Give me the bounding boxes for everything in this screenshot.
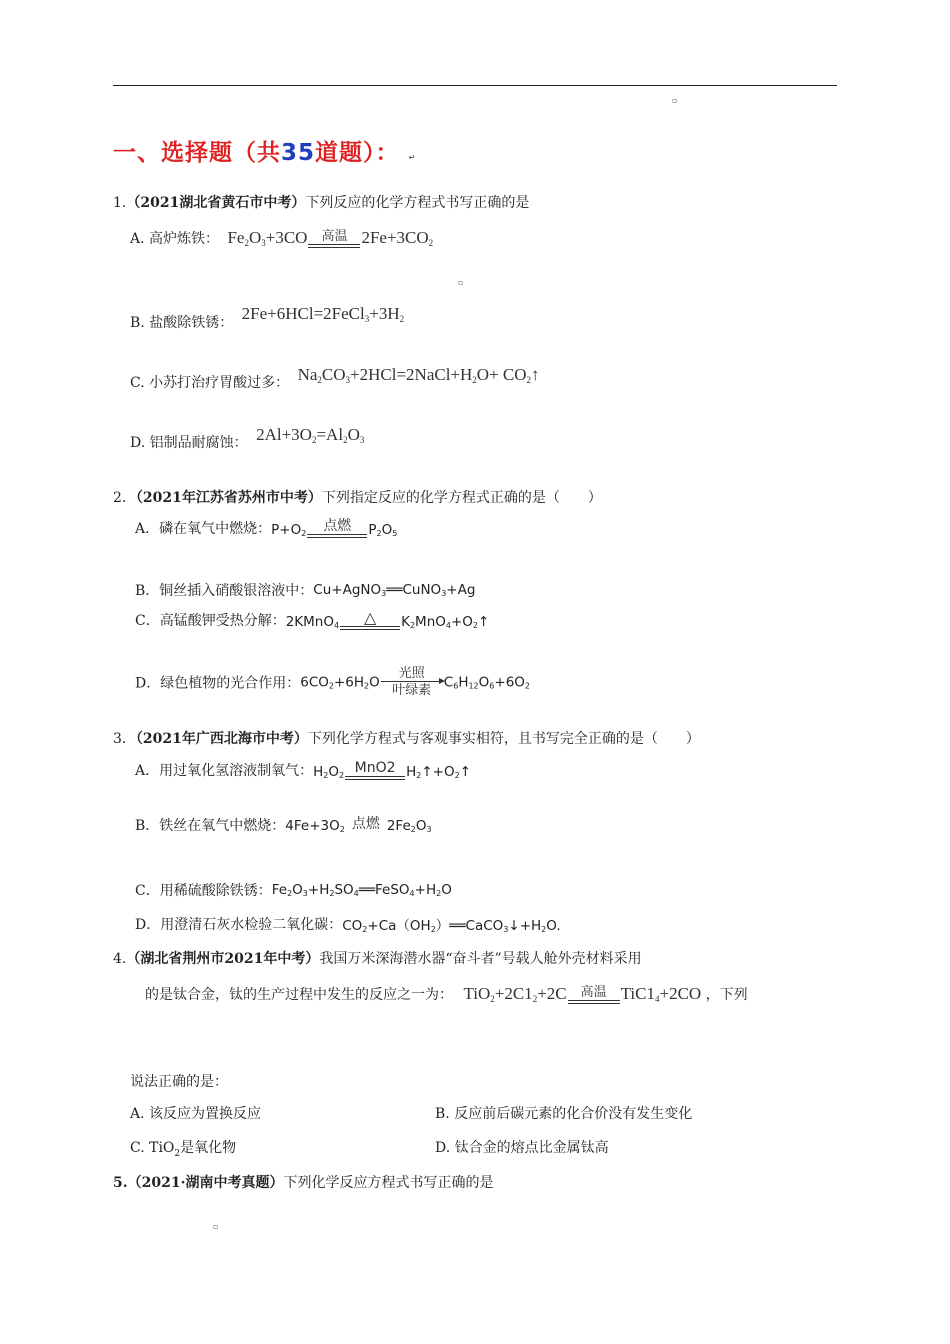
equation: $H_2O_2$ MnO2 $H_2↑+O_2↑$ bbox=[313, 759, 472, 780]
q1-option-c[interactable]: C. 小苏打治疗胃酸过多： $Na_2CO_3+2HCl=2NaCl+H_2O+$ $CO_2↑$ bbox=[130, 365, 540, 391]
paragraph-mark: ▫ bbox=[672, 96, 678, 105]
reaction-arrow bbox=[381, 681, 443, 682]
question-count: 35 bbox=[281, 140, 316, 166]
equation: $TiO_2+2C1_2+2C$ 高温 $TiC1_4+2CO$ bbox=[463, 984, 702, 1004]
q2-option-c[interactable]: C．高锰酸钾受热分解：2KMnO$_4$ △ $K_2MnO_4+O_2↑$ bbox=[135, 607, 490, 630]
header-rule bbox=[113, 85, 837, 86]
q4-option-c[interactable]: C. TiO$_2$是氧化物 bbox=[130, 1140, 237, 1159]
question-2: 2．（2021年江苏省苏州市中考）下列指定反应的化学方程式正确的是（ ） bbox=[113, 490, 602, 506]
question-source: （2021年江苏省苏州市中考） bbox=[135, 490, 322, 506]
question-source: （湖北省荆州市2021年中考） bbox=[126, 951, 320, 967]
q2-option-a[interactable]: A．磷在氧气中燃烧：$P+O_2$ 点燃 $P_2O_5$ bbox=[135, 517, 398, 538]
question-source: （2021·湖南中考真题） bbox=[127, 1175, 284, 1191]
document-page: ▫ 一、选择题（共35道题）： ↵ 1.（2021湖北省黄石市中考）下列反应的化学方程式书写正确的是 A. 高炉炼铁： $Fe_2O_3+3CO$ 高温 $2Fe+3CO_2$ ▫ B. 盐酸除铁锈： $2Fe+6HCl=2FeCl_3+3H_2$ C. 小苏打治疗胃酸过多： $Na_2CO_3+2HCl=2NaCl+H_2O+$ $CO_2↑$ D. 铝制品耐腐蚀： $2Al+3O_2=Al_2O_3$ 2．（2021年江苏省苏州市中考）下列指定反应的化学方程式正确的是（ ） A．磷在氧气中燃烧：$P+O_2$ 点燃 $P_2O_5$ B．铜丝插入硝酸银溶液中：Cu+AgNO$_3$══CuNO$_3$+Ag C．高锰酸钾受热分解：2KMnO$_4$ △ $K_2MnO_4+O_2↑$ D．绿色植物的光合作用：$6CO_2+6H_2O$ 光照 叶绿素 $C_6H_{12}O_6+6O_2$ 3．（2021年广西北海市中考）下列化学方程式与客观事实相符，且书写完全正确的是（ ） A．用过氧化氢溶液制氧气：$H_2O_2$ MnO2 $H_2↑+O_2↑$ B．铁丝在氧气中燃烧：$4Fe+3O_2$ 点燃 $2Fe_2O_3$ C．用稀硫酸除铁锈：$Fe_2O_3+H_2SO_4══FeSO_4+H_2O$ D．用澄清石灰水检验二氧化碳：$CO_2+Ca(OH_2)══CaCO_3↓+H_2O$. 4.（湖北省荆州市2021年中考）我国万米深海潜水器“奋斗者”号载人舱外壳材料采用 的是钛合金，钛的生产过程中发生的反应之一为： $TiO_2+2C1_2+2C$ 高温 $TiC1_4+2CO$ ，下列 说法正确的是： A. 该反应为置换反应 B. 反应前后碳元素的化合价没有发生变化 C. TiO$_2$是氧化物 D. 钛合金的熔点比金属钛高 5.（2021·湖南中考真题）下列化学反应方程式书写正确的是 ▫ bbox=[0, 0, 950, 1344]
equation: $Na_2CO_3+2HCl=2NaCl+H_2O+$ $CO_2↑$ bbox=[297, 365, 540, 385]
equation: $2Al+3O_2=Al_2O_3$ bbox=[256, 425, 365, 445]
q4-option-b[interactable]: B. 反应前后碳元素的化合价没有发生变化 bbox=[435, 1106, 693, 1122]
equation: $4Fe+3O_2$ 点燃 $2Fe_2O_3$ bbox=[285, 815, 432, 834]
q2-option-d[interactable]: D．绿色植物的光合作用：$6CO_2+6H_2O$ 光照 叶绿素 $C_6H_{12}O_6+6O_2$ bbox=[135, 666, 531, 698]
q2-option-b[interactable]: B．铜丝插入硝酸银溶液中：Cu+AgNO$_3$══CuNO$_3$+Ag bbox=[135, 582, 476, 599]
equation: Cu+AgNO$_3$══CuNO$_3$+Ag bbox=[313, 582, 476, 598]
question-3: 3．（2021年广西北海市中考）下列化学方程式与客观事实相符，且书写完全正确的是（ ） bbox=[113, 731, 700, 747]
equation: 2KMnO$_4$ △ $K_2MnO_4+O_2↑$ bbox=[285, 607, 490, 630]
q1-option-b[interactable]: B. 盐酸除铁锈： $2Fe+6HCl=2FeCl_3+3H_2$ bbox=[130, 304, 405, 331]
question-4-line-2: 的是钛合金，钛的生产过程中发生的反应之一为： $TiO_2+2C1_2+2C$ 高温 $TiC1_4+2CO$ ，下列 bbox=[145, 984, 748, 1004]
equation: $6CO_2+6H_2O$ 光照 叶绿素 $C_6H_{12}O_6+6O_2$ bbox=[300, 666, 531, 698]
equation: $Fe_2O_3+3CO$ 高温 $2Fe+3CO_2$ bbox=[227, 228, 434, 248]
equation: $P+O_2$ 点燃 $P_2O_5$ bbox=[271, 517, 398, 538]
q3-option-a[interactable]: A．用过氧化氢溶液制氧气：$H_2O_2$ MnO2 $H_2↑+O_2↑$ bbox=[135, 759, 472, 780]
equation: $CO_2+Ca(OH_2)══CaCO_3↓+H_2O$. bbox=[342, 918, 561, 934]
q1-option-d[interactable]: D. 铝制品耐腐蚀： $2Al+3O_2=Al_2O_3$ bbox=[130, 425, 365, 451]
question-source: （2021年广西北海市中考） bbox=[135, 731, 308, 747]
question-4: 4.（湖北省荆州市2021年中考）我国万米深海潜水器“奋斗者”号载人舱外壳材料采用 bbox=[113, 951, 642, 967]
question-source: （2021湖北省黄石市中考） bbox=[126, 195, 306, 211]
question-1: 1.（2021湖北省黄石市中考）下列反应的化学方程式书写正确的是 bbox=[113, 195, 530, 211]
equation: $2Fe+6HCl=2FeCl_3+3H_2$ bbox=[241, 304, 405, 324]
q3-option-b[interactable]: B．铁丝在氧气中燃烧：$4Fe+3O_2$ 点燃 $2Fe_2O_3$ bbox=[135, 815, 432, 834]
equation: $Fe_2O_3+H_2SO_4══FeSO_4+H_2O$ bbox=[271, 882, 452, 898]
q1-option-a[interactable]: A. 高炉炼铁： $Fe_2O_3+3CO$ 高温 $2Fe+3CO_2$ bbox=[130, 228, 434, 248]
q3-option-c[interactable]: C．用稀硫酸除铁锈：$Fe_2O_3+H_2SO_4══FeSO_4+H_2O$ bbox=[135, 882, 452, 899]
q3-option-d[interactable]: D．用澄清石灰水检验二氧化碳：$CO_2+Ca(OH_2)══CaCO_3↓+H_2O$. bbox=[135, 914, 561, 934]
q4-option-a[interactable]: A. 该反应为置换反应 bbox=[130, 1106, 262, 1122]
q4-option-d[interactable]: D. 钛合金的熔点比金属钛高 bbox=[435, 1140, 609, 1156]
question-5: 5.（2021·湖南中考真题）下列化学反应方程式书写正确的是 bbox=[113, 1175, 494, 1191]
question-4-line-3: 说法正确的是： bbox=[130, 1074, 228, 1090]
section-title: 一、选择题（共35道题）： ↵ bbox=[113, 140, 417, 166]
